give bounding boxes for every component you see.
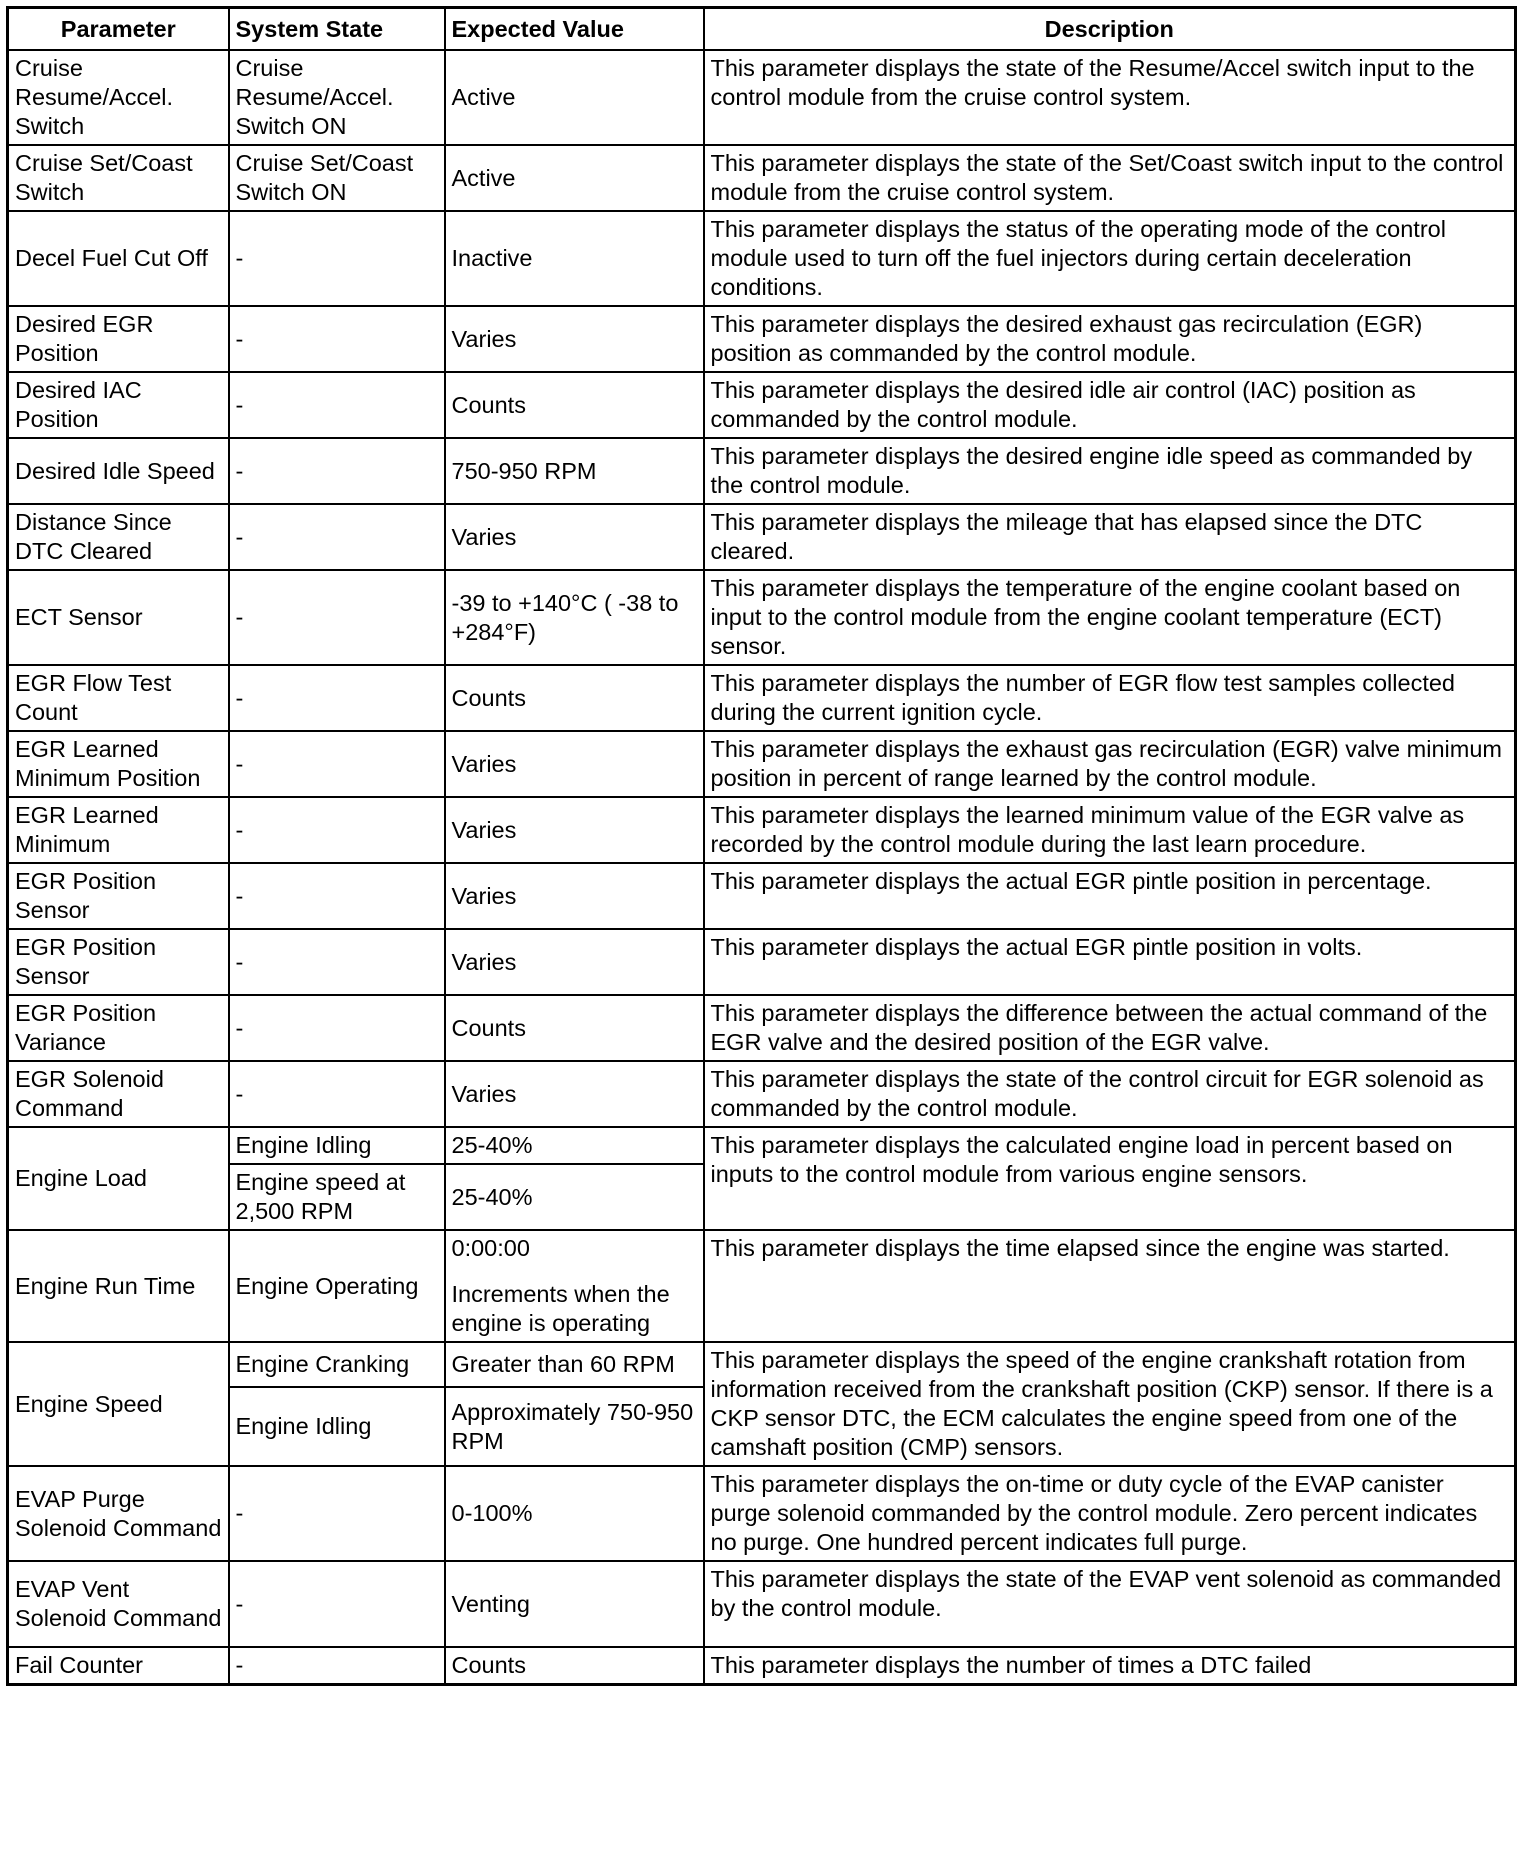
parameter-cell: Cruise Set/Coast Switch [8,145,229,211]
table-row [8,570,1516,665]
expected-value-cell: 750-950 RPM [445,438,704,504]
system-state-cell: Cruise Set/Coast Switch ON [229,145,445,211]
description-cell: This parameter displays the state of the EVAP vent solenoid as commanded by the control module. [704,1561,1516,1647]
expected-value-cell: 0-100% [445,1466,704,1561]
system-state-cell: Engine speed at 2,500 RPM [229,1164,445,1230]
parameter-cell: EGR Position Sensor [8,929,229,995]
parameter-cell: Engine Run Time [8,1230,229,1342]
system-state-cell: Cruise Resume/Accel. Switch ON [229,50,445,145]
expected-value-cell: Active [445,50,704,145]
expected-value-cell: Varies [445,731,704,797]
table-row [8,145,1516,211]
system-state-cell: Engine Operating [229,1230,445,1342]
description-cell: This parameter displays the status of the operating mode of the control module used to turn off the fuel injectors during certain deceleration conditions. [704,211,1516,306]
header-description: Description [704,8,1516,51]
expected-value-cell: Approximately 750-950 RPM [445,1387,704,1466]
table-row [8,372,1516,438]
expected-value-cell: Venting [445,1561,704,1647]
parameter-cell: EGR Flow Test Count [8,665,229,731]
parameter-cell: EGR Learned Minimum [8,797,229,863]
table-row [8,504,1516,570]
description-cell: This parameter displays the number of times a DTC failed [704,1647,1516,1685]
parameter-cell: EGR Position Sensor [8,863,229,929]
description-cell: This parameter displays the exhaust gas recirculation (EGR) valve minimum position in percent of range learned by the control module. [704,731,1516,797]
description-cell: This parameter displays the desired engine idle speed as commanded by the control module. [704,438,1516,504]
system-state-cell: Engine Cranking [229,1342,445,1387]
description-cell: This parameter displays the temperature of the engine coolant based on input to the control module from the engine coolant temperature (ECT) sensor. [704,570,1516,665]
parameter-cell: EVAP Vent Solenoid Command [8,1561,229,1647]
table-row [8,438,1516,504]
system-state-cell: - [229,211,445,306]
description-cell: This parameter displays the learned minimum value of the EGR valve as recorded by the control module during the last learn procedure. [704,797,1516,863]
parameter-cell: Desired IAC Position [8,372,229,438]
parameter-table [6,6,1517,1686]
parameter-cell: EGR Learned Minimum Position [8,731,229,797]
description-cell: This parameter displays the speed of the engine crankshaft rotation from information received from the crankshaft position (CKP) sensor. If there is a CKP sensor DTC, the ECM calculates the engine speed from one of the camshaft position (CMP) sensors. [704,1342,1516,1466]
expected-value-cell: Varies [445,504,704,570]
description-cell: This parameter displays the calculated engine load in percent based on inputs to the control module from various engine sensors. [704,1127,1516,1230]
description-cell: This parameter displays the time elapsed since the engine was started. [704,1230,1516,1342]
parameter-cell: Distance Since DTC Cleared [8,504,229,570]
expected-value-cell: Varies [445,306,704,372]
table-row [8,306,1516,372]
description-cell: This parameter displays the actual EGR pintle position in percentage. [704,863,1516,929]
expected-value-cell: Active [445,145,704,211]
expected-value-cell: 25-40% [445,1127,704,1164]
expected-value-cell: Varies [445,1061,704,1127]
parameter-cell: ECT Sensor [8,570,229,665]
system-state-cell: - [229,1561,445,1647]
table-row [8,50,1516,145]
system-state-cell: - [229,438,445,504]
table-row [8,929,1516,995]
header-system-state: System State [229,8,445,51]
table-row [8,1561,1516,1647]
header-expected-value: Expected Value [445,8,704,51]
parameter-cell: Cruise Resume/Accel. Switch [8,50,229,145]
table-row [8,1061,1516,1127]
system-state-cell: - [229,797,445,863]
expected-value-cell: Inactive [445,211,704,306]
expected-value-line: Increments when the engine is operating [451,1281,670,1336]
expected-value-cell: Counts [445,995,704,1061]
system-state-cell: - [229,570,445,665]
parameter-cell: EVAP Purge Solenoid Command [8,1466,229,1561]
table-row [8,211,1516,306]
system-state-cell: - [229,372,445,438]
table-row [8,1127,1516,1164]
table-row [8,1230,1516,1342]
expected-value-cell: Counts [445,1647,704,1685]
header-parameter: Parameter [8,8,229,51]
parameter-cell: Fail Counter [8,1647,229,1685]
expected-value-cell: Counts [445,665,704,731]
description-cell: This parameter displays the difference between the actual command of the EGR valve and the desired position of the EGR valve. [704,995,1516,1061]
table-row [8,731,1516,797]
system-state-cell: - [229,731,445,797]
description-cell: This parameter displays the state of the control circuit for EGR solenoid as commanded by the control module. [704,1061,1516,1127]
table-row [8,1342,1516,1387]
expected-value-cell: Varies [445,797,704,863]
system-state-cell: - [229,1061,445,1127]
system-state-cell: - [229,1466,445,1561]
expected-value-cell: 25-40% [445,1164,704,1230]
description-cell: This parameter displays the number of EGR flow test samples collected during the current ignition cycle. [704,665,1516,731]
description-cell: This parameter displays the desired exhaust gas recirculation (EGR) position as commanded by the control module. [704,306,1516,372]
system-state-cell: - [229,504,445,570]
parameter-cell: Desired EGR Position [8,306,229,372]
description-cell: This parameter displays the mileage that has elapsed since the DTC cleared. [704,504,1516,570]
header-row [8,8,1516,51]
table-row [8,1466,1516,1561]
system-state-cell: - [229,306,445,372]
table-row [8,797,1516,863]
parameter-cell: Engine Load [8,1127,229,1230]
system-state-cell: - [229,665,445,731]
system-state-cell: Engine Idling [229,1387,445,1466]
expected-value-cell: Varies [445,863,704,929]
table-row [8,995,1516,1061]
expected-value-cell [445,1230,704,1342]
description-cell: This parameter displays the actual EGR pintle position in volts. [704,929,1516,995]
expected-value-cell: Greater than 60 RPM [445,1342,704,1387]
expected-value-cell: Counts [445,372,704,438]
description-cell: This parameter displays the state of the Set/Coast switch input to the control module from the cruise control system. [704,145,1516,211]
description-cell: This parameter displays the desired idle air control (IAC) position as commanded by the control module. [704,372,1516,438]
system-state-cell: - [229,863,445,929]
parameter-cell: EGR Position Variance [8,995,229,1061]
expected-value-line: 0:00:00 [451,1235,530,1261]
system-state-cell: Engine Idling [229,1127,445,1164]
description-cell: This parameter displays the on-time or duty cycle of the EVAP canister purge solenoid commanded by the control module. Zero percent indicates no purge. One hundred percent indicates full purge. [704,1466,1516,1561]
system-state-cell: - [229,929,445,995]
parameter-cell: Decel Fuel Cut Off [8,211,229,306]
description-cell: This parameter displays the state of the Resume/Accel switch input to the control module from the cruise control system. [704,50,1516,145]
expected-value-cell: -39 to +140°C ( -38 to +284°F) [445,570,704,665]
parameter-cell: Desired Idle Speed [8,438,229,504]
system-state-cell: - [229,995,445,1061]
expected-value-cell: Varies [445,929,704,995]
system-state-cell: - [229,1647,445,1685]
parameter-cell: EGR Solenoid Command [8,1061,229,1127]
table-row [8,863,1516,929]
table-row [8,1647,1516,1685]
document-page [6,6,1514,1686]
table-row [8,665,1516,731]
parameter-cell: Engine Speed [8,1342,229,1466]
